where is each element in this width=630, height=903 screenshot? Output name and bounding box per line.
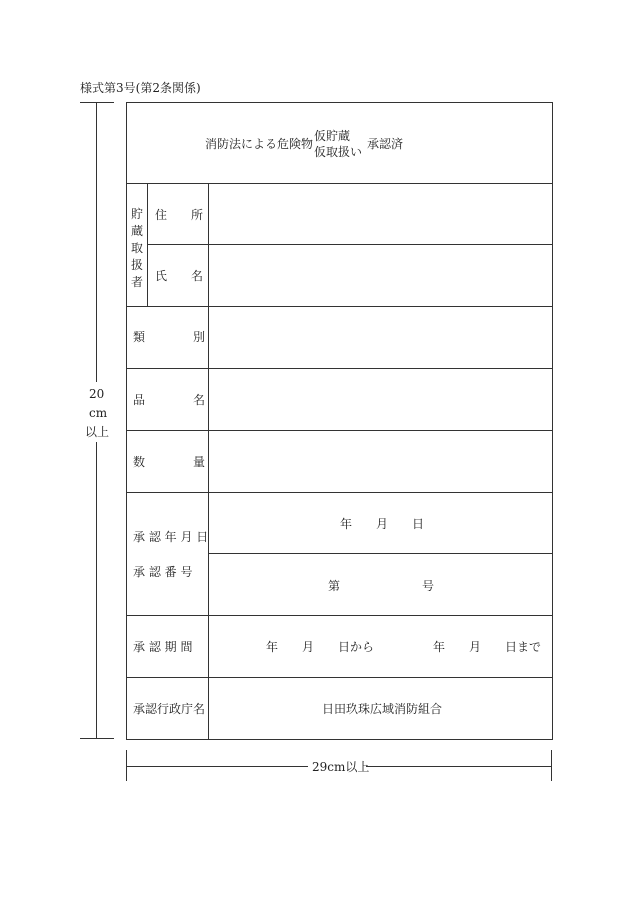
approval-period-label: 承 認 期 間 [133,640,193,654]
header-left-text: 消防法による危険物 [205,137,314,151]
approving-agency-label: 承認行政庁名 [133,702,206,716]
height-dimension-line [96,102,97,382]
header-right-text: 承認済 [367,137,404,151]
width-dimension-label: 29cm以上 [312,760,370,774]
height-dimension-suffix: 以上 [85,425,110,439]
category-label: 類 別 [133,330,206,344]
approval-date-value: 年 月 日 [340,517,425,531]
approval-date-label: 承 認 年 月 日 [133,530,209,544]
name-label: 氏 名 [155,269,204,283]
address-label: 住 所 [155,208,204,222]
approval-period-from: 年 月 日から [266,640,375,654]
row-divider [208,553,553,554]
column-divider [147,183,148,306]
approval-number-label: 承 認 番 号 [133,565,193,579]
header-stack-top: 仮貯蔵 [314,129,351,143]
height-dimension-bottom-tick [80,738,114,739]
height-dimension-value: 20 [89,387,105,401]
address-field[interactable] [209,184,552,244]
row-divider [126,492,553,493]
name-field[interactable] [209,245,552,306]
quantity-label: 数 量 [133,455,206,469]
approving-agency-value: 日田玖珠広域消防組合 [322,702,443,716]
approval-number-dai: 第 [328,579,341,593]
category-field[interactable] [209,307,552,368]
width-dimension-line [366,766,552,767]
form-title: 様式第3号(第2条関係) [80,81,201,95]
approval-period-to: 年 月 日まで [433,640,542,654]
height-dimension-top-tick [80,102,114,103]
quantity-field[interactable] [209,431,552,492]
width-dimension-line [126,766,308,767]
item-name-field[interactable] [209,369,552,430]
approval-number-go: 号 [422,579,435,593]
header-stack-bottom: 仮取扱い [314,145,363,159]
height-dimension-line [96,442,97,739]
row-divider [126,615,553,616]
height-dimension-unit: cm [89,406,108,420]
row-divider [126,677,553,678]
handler-group-label: 貯 蔵 取 扱 者 [130,207,143,289]
item-name-label: 品 名 [133,393,206,407]
